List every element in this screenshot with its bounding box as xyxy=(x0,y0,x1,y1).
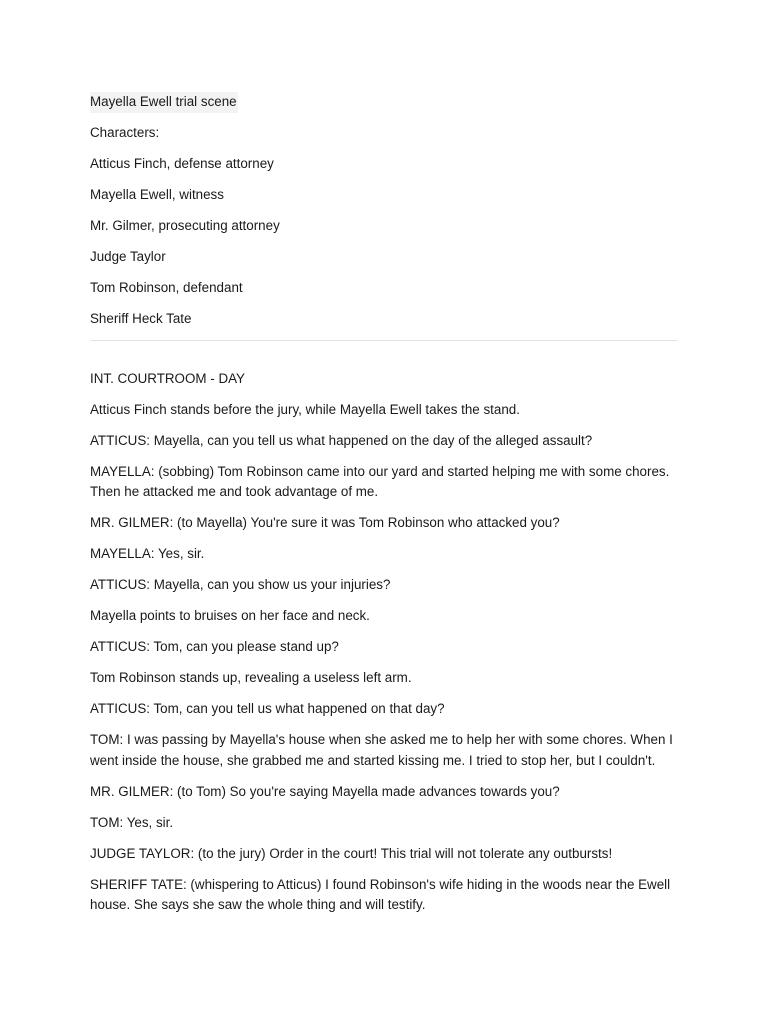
script-line: Atticus Finch stands before the jury, while Mayella Ewell takes the stand. xyxy=(90,401,520,417)
section-divider xyxy=(90,340,678,341)
script-body xyxy=(90,400,680,916)
character-item: Tom Robinson, defendant xyxy=(90,279,243,295)
document-page xyxy=(90,92,680,926)
script-line: Tom Robinson stands up, revealing a useless left arm. xyxy=(90,670,412,686)
character-item: Mayella Ewell, witness xyxy=(90,186,224,202)
script-line: ATTICUS: Mayella, can you tell us what happened on the day of the alleged assault? xyxy=(90,432,593,448)
script-line: TOM: Yes, sir. xyxy=(90,814,174,830)
script-line: ATTICUS: Tom, can you tell us what happened on that day? xyxy=(90,701,445,717)
script-line: MAYELLA: Yes, sir. xyxy=(90,546,205,562)
characters-heading: Characters: xyxy=(90,124,160,140)
script-line: ATTICUS: Mayella, can you show us your injuries? xyxy=(90,577,391,593)
script-line: Mayella points to bruises on her face and neck. xyxy=(90,608,370,624)
document-title: Mayella Ewell trial scene xyxy=(90,92,238,113)
character-item: Judge Taylor xyxy=(90,248,166,264)
character-item: Mr. Gilmer, prosecuting attorney xyxy=(90,217,280,233)
script-line: TOM: I was passing by Mayella's house when she asked me to help her with some chores. When I went inside the house, she grabbed me and started kissing me. I tried to stop her, but I couldn't. xyxy=(90,732,673,768)
script-line: MAYELLA: (sobbing) Tom Robinson came into our yard and started helping me with some chores. Then he attacked me and took advantage of me. xyxy=(90,463,670,500)
character-item: Sheriff Heck Tate xyxy=(90,310,192,326)
character-list xyxy=(90,154,680,330)
script-line: MR. GILMER: (to Tom) So you're saying Mayella made advances towards you? xyxy=(90,783,560,799)
document-title-line xyxy=(90,92,680,113)
script-line: SHERIFF TATE: (whispering to Atticus) I found Robinson's wife hiding in the woods near the Ewell house. She says she saw the whole thing and will testify. xyxy=(90,876,671,913)
script-line: JUDGE TAYLOR: (to the jury) Order in the court! This trial will not tolerate any outbursts! xyxy=(90,845,613,861)
character-item: Atticus Finch, defense attorney xyxy=(90,155,274,171)
script-line: MR. GILMER: (to Mayella) You're sure it was Tom Robinson who attacked you? xyxy=(90,515,560,531)
scene-heading: INT. COURTROOM - DAY xyxy=(90,370,245,386)
script-line: ATTICUS: Tom, can you please stand up? xyxy=(90,639,339,655)
